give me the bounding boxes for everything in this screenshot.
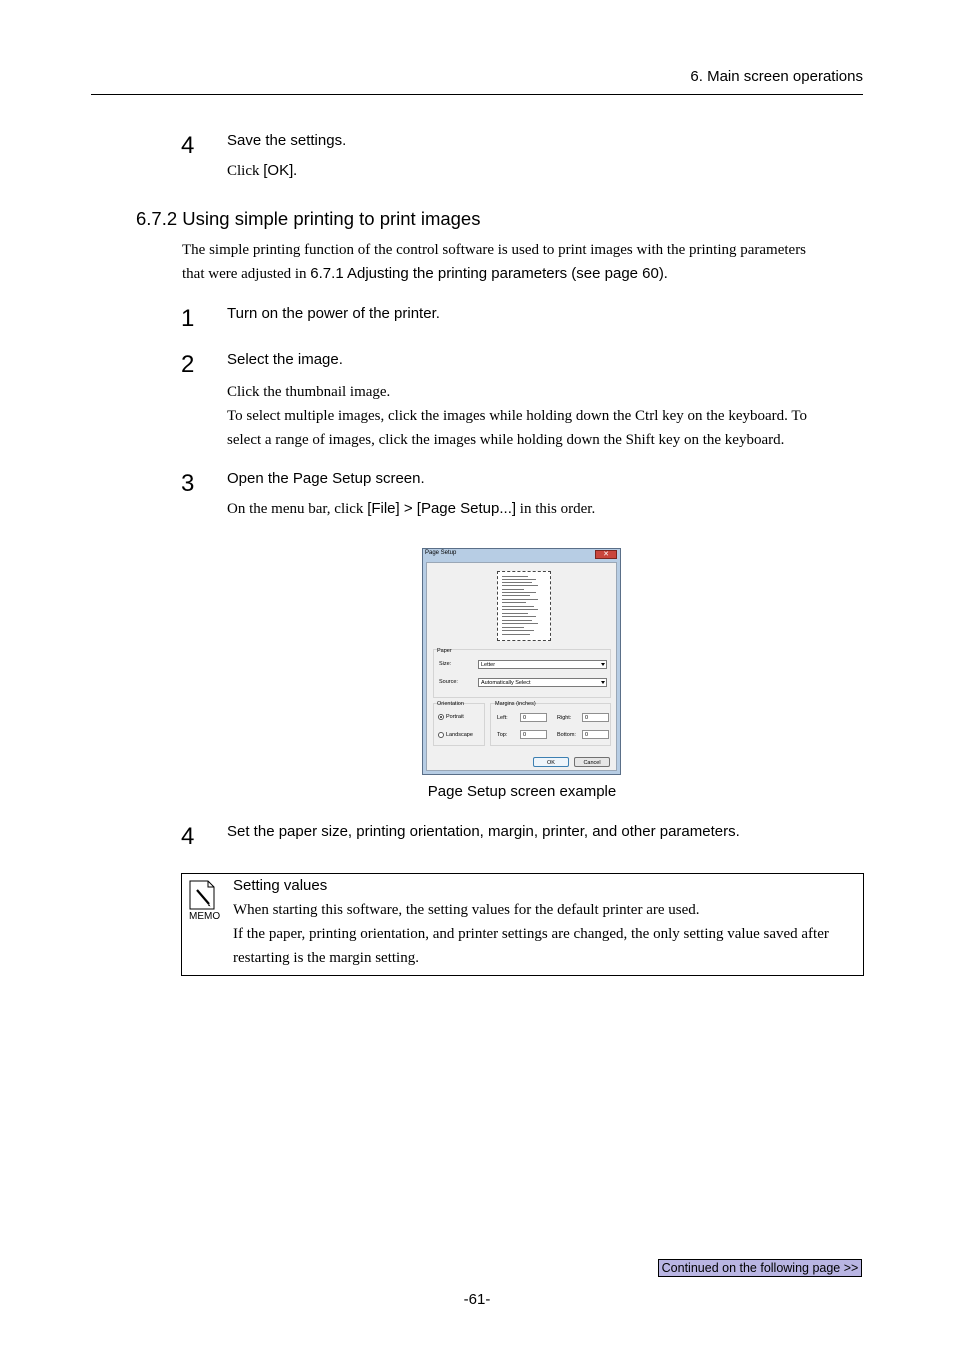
memo-line: When starting this software, the setting values for the default printer are used.: [233, 902, 700, 918]
chevron-down-icon: [601, 681, 605, 684]
page-number: -61-: [463, 1291, 491, 1308]
landscape-radio[interactable]: [438, 732, 444, 738]
memo-label: MEMO: [189, 911, 221, 922]
margins-group-label: Margins (inches): [495, 701, 536, 707]
top-value: 0: [523, 732, 527, 738]
step-description: Click the thumbnail image.: [227, 384, 391, 400]
dialog-title: Page Setup: [425, 550, 457, 556]
bottom-label: Bottom:: [557, 732, 576, 738]
step-number: 2: [181, 351, 195, 378]
cancel-button[interactable]: [574, 757, 610, 767]
step-number: 4: [181, 132, 195, 159]
bottom-value: 0: [585, 732, 589, 738]
size-label: Size:: [439, 661, 452, 667]
bottom-margin-input[interactable]: [582, 730, 609, 739]
figure-caption: Page Setup screen example: [427, 783, 617, 800]
memo-text: [233, 898, 858, 970]
chapter-header: 6. Main screen operations: [690, 68, 863, 85]
step-description: select a range of images, click the images while holding down the Shift key on the keyboard.: [227, 432, 785, 448]
memo-line: If the paper, printing orientation, and printer settings are changed, the only setting value saved after: [233, 926, 829, 942]
menu-path-term: [File] > [Page Setup...]: [367, 500, 517, 517]
step-title: Select the image.: [227, 351, 343, 368]
source-select[interactable]: [478, 678, 607, 687]
memo-note-icon: [189, 880, 215, 910]
paper-group-label: Paper: [437, 648, 452, 654]
continued-link[interactable]: Continued on the following page >>: [658, 1259, 862, 1277]
orientation-group-label: Orientation: [437, 701, 464, 707]
landscape-label: Landscape: [446, 732, 473, 738]
top-margin-input[interactable]: [520, 730, 547, 739]
intro-prefix: that were adjusted in: [182, 266, 311, 282]
size-select[interactable]: [478, 660, 607, 669]
step-number: 3: [181, 470, 195, 497]
step-number: 1: [181, 305, 195, 332]
section-intro-line2: [182, 262, 668, 286]
section-intro-line1: The simple printing function of the control software is used to print images with the printing parameters: [182, 242, 807, 258]
desc-suffix: in this order.: [516, 501, 596, 517]
left-margin-input[interactable]: [520, 713, 547, 722]
size-value: Letter: [481, 662, 496, 668]
intro-suffix: .: [663, 266, 668, 282]
page-setup-dialog: [422, 548, 621, 775]
header-rule: [91, 94, 863, 95]
step-number: 4: [181, 823, 195, 850]
margins-group: [490, 703, 611, 746]
memo-line: restarting is the margin setting.: [233, 950, 419, 966]
step-description: [227, 159, 297, 183]
ok-label: OK: [547, 759, 555, 766]
right-value: 0: [585, 715, 589, 721]
step-title: Save the settings.: [227, 132, 347, 149]
portrait-label: Portrait: [446, 714, 464, 720]
section-title: 6.7.2 Using simple printing to print images: [136, 208, 481, 229]
step-title: Set the paper size, printing orientation, margin, printer, and other parameters.: [227, 823, 740, 840]
memo-box: [181, 873, 864, 976]
left-value: 0: [523, 715, 527, 721]
close-button[interactable]: ✕: [595, 550, 617, 559]
step-description: [227, 497, 595, 521]
source-label: Source:: [439, 679, 458, 685]
left-label: Left:: [497, 715, 508, 721]
step-title: Open the Page Setup screen.: [227, 470, 425, 487]
ok-button[interactable]: [533, 757, 569, 767]
top-label: Top:: [497, 732, 508, 738]
step-description: To select multiple images, click the images while holding down the Ctrl key on the keyboard. To: [227, 408, 807, 424]
cancel-label: Cancel: [583, 759, 601, 766]
memo-title: Setting values: [233, 877, 328, 894]
desc-suffix: .: [293, 163, 298, 179]
chevron-down-icon: [601, 663, 605, 666]
desc-prefix: On the menu bar, click: [227, 501, 368, 517]
dialog-body: [426, 562, 617, 771]
cross-reference-link[interactable]: 6.7.1 Adjusting the printing parameters (see page 60): [310, 265, 664, 282]
right-margin-input[interactable]: [582, 713, 609, 722]
desc-prefix: Click: [227, 163, 264, 179]
source-value: Automatically Select: [481, 680, 531, 686]
ok-term: [OK]: [263, 162, 294, 179]
paper-group: [433, 649, 611, 698]
portrait-radio[interactable]: [438, 714, 444, 720]
orientation-group: [433, 703, 485, 746]
step-title: Turn on the power of the printer.: [227, 305, 440, 322]
page-preview: [497, 571, 551, 641]
right-label: Right:: [557, 715, 572, 721]
